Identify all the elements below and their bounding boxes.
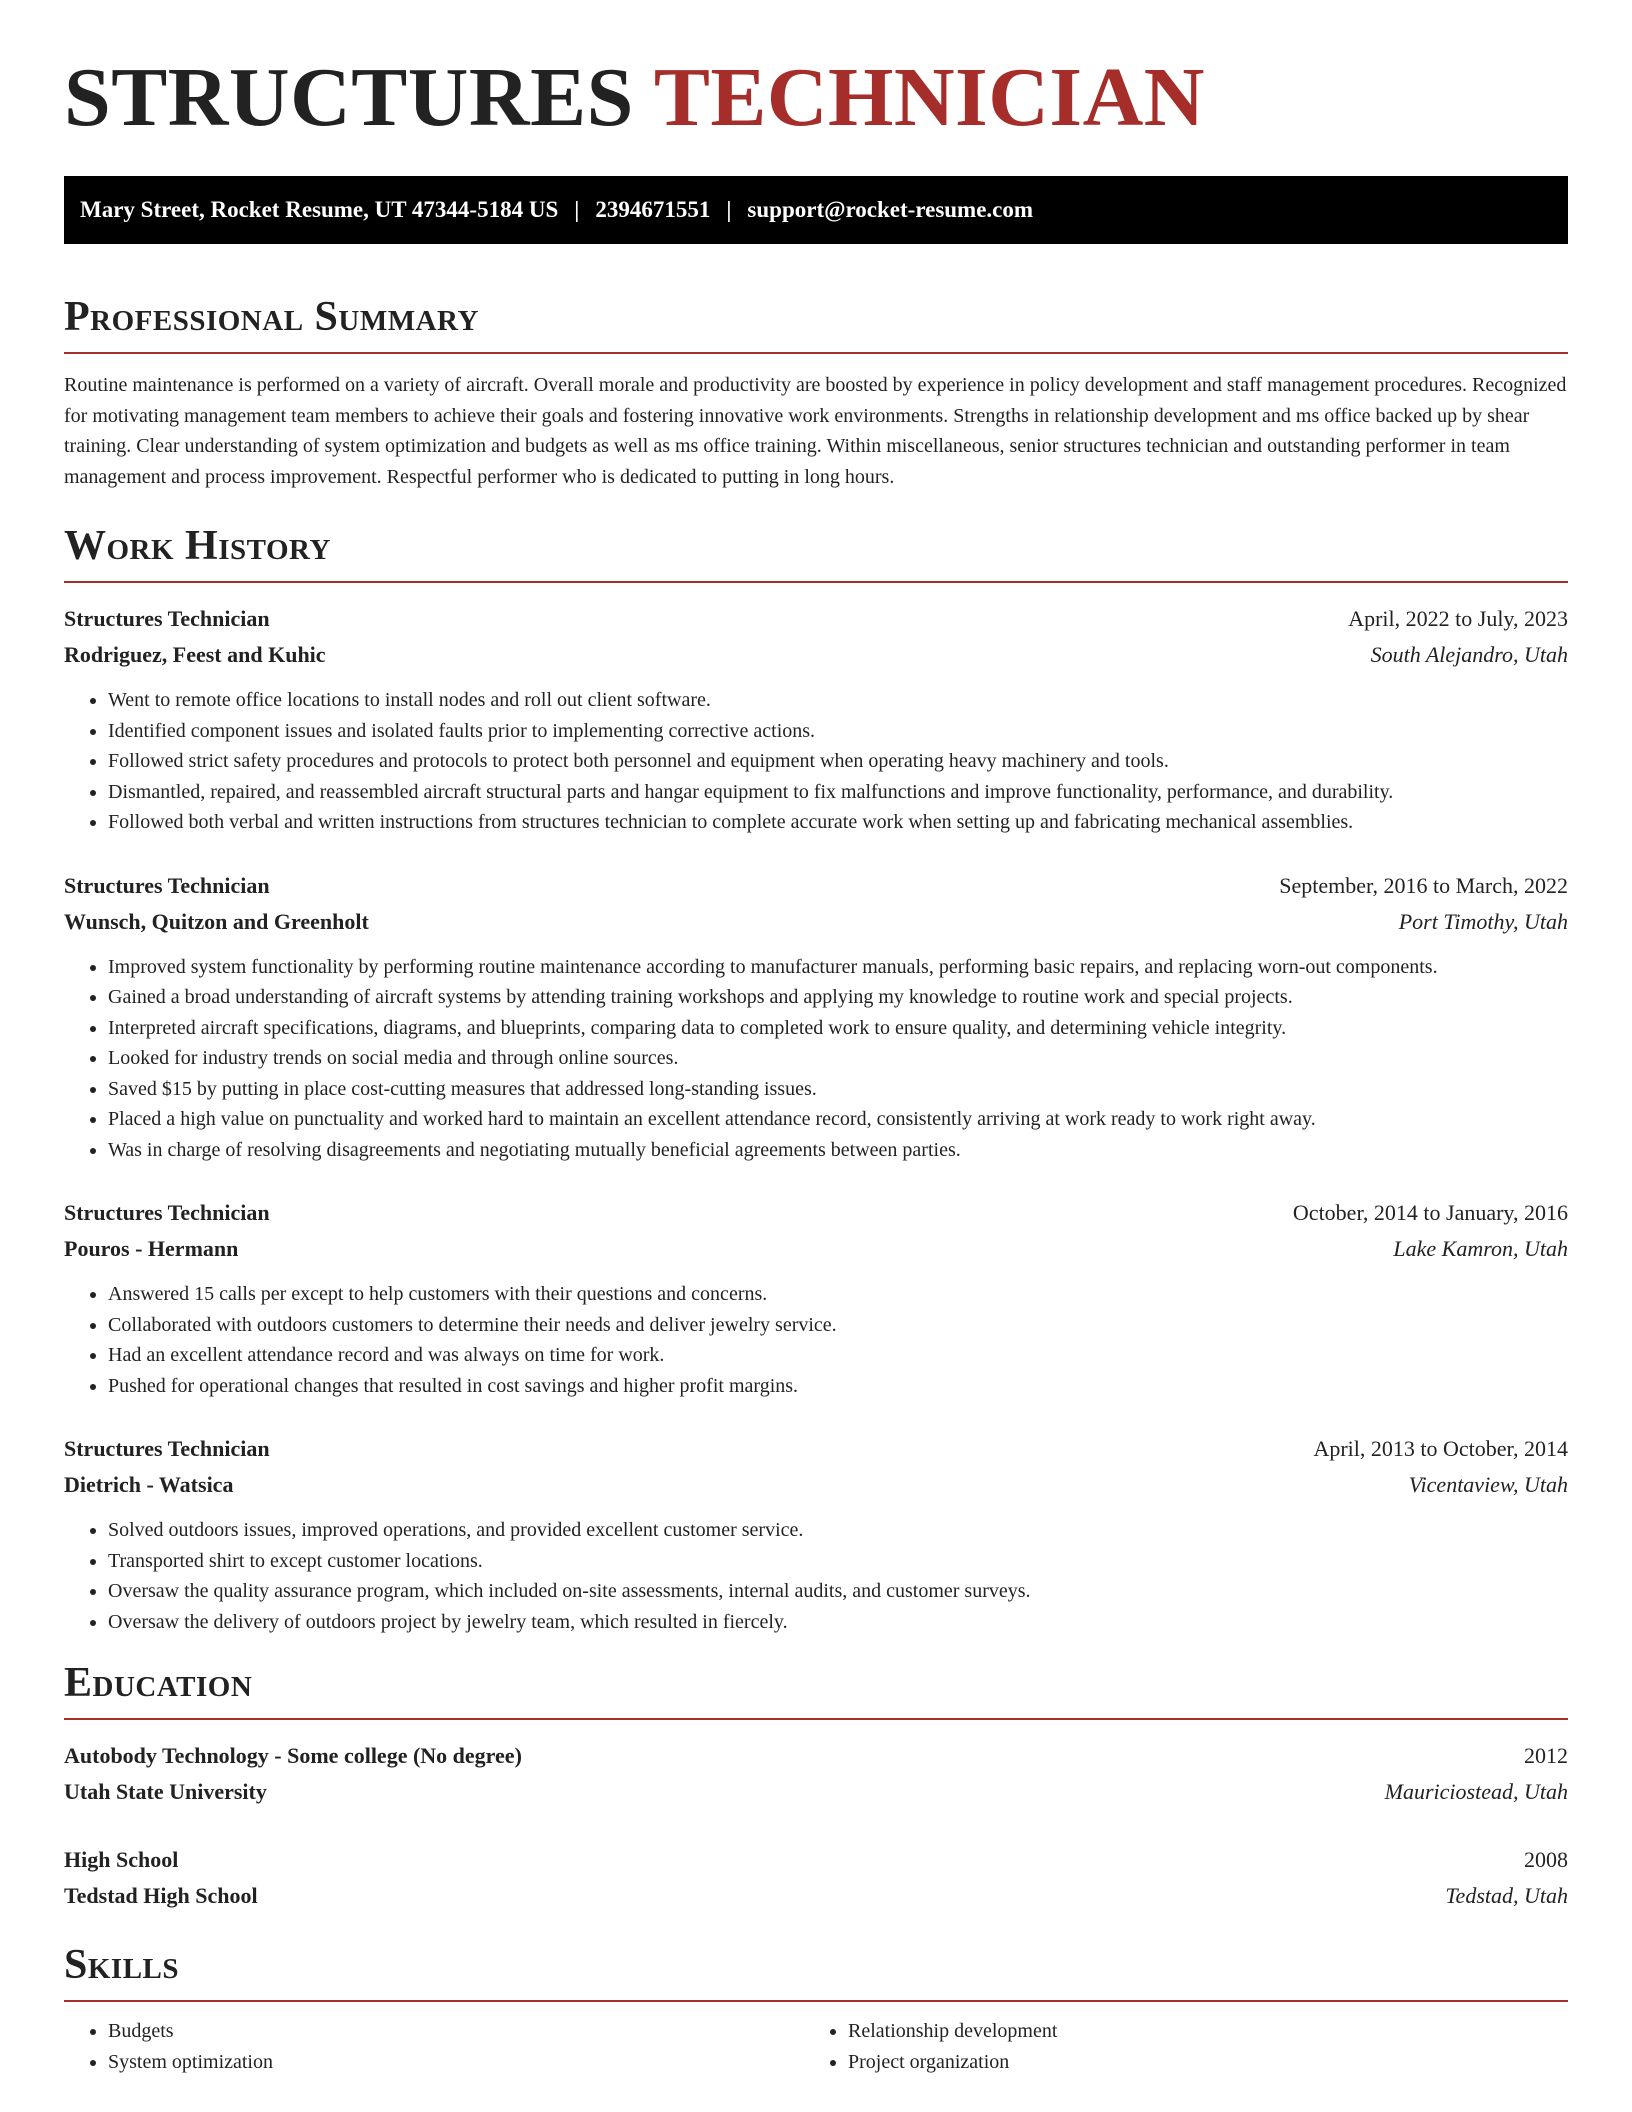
resume-page: [64, 0, 1568, 2077]
job-company: Wunsch, Quitzon and Greenholt: [64, 908, 369, 934]
job-duty-item: • Pushed for operational changes that resulted in cost savings and higher profit margins.: [108, 1371, 1568, 1402]
education-degree: High School: [64, 1847, 179, 1872]
job-duty-item: • Looked for industry trends on social media and through online sources.: [108, 1043, 1568, 1074]
section-heading-skills: Skills: [64, 1942, 180, 1988]
job-duty-item: • Improved system functionality by performing routine maintenance according to manufacturer manuals, performing basic repairs, and replacing worn-out components.: [108, 952, 1568, 983]
skill-item: • Project organization: [848, 2047, 1544, 2078]
skill-item: • Relationship development: [848, 2016, 1544, 2047]
job-duty-item: • Oversaw the delivery of outdoors project by jewelry team, which resulted in fiercely.: [108, 1607, 1568, 1638]
skill-item: • Budgets: [108, 2016, 804, 2047]
job-duty-item: • Oversaw the quality assurance program, which included on-site assessments, internal audits, and customer surveys.: [108, 1576, 1568, 1607]
job-duties-list: [64, 1279, 1568, 1401]
job-duty-item: • Interpreted aircraft specifications, diagrams, and blueprints, comparing data to completed work to ensure quality, and determining vehicle integrity.: [108, 1013, 1568, 1044]
contact-phone: 2394671551: [595, 197, 711, 222]
education-degree: Autobody Technology - Some college (No degree): [64, 1743, 522, 1768]
job-duties-list: [64, 685, 1568, 838]
education-school: Utah State University: [64, 1779, 267, 1804]
job-duty-item: • Transported shirt to except customer locations.: [108, 1546, 1568, 1577]
section-divider: [64, 352, 1568, 354]
job-duties-list: [64, 952, 1568, 1166]
job-dates: April, 2022 to July, 2023: [1348, 606, 1568, 631]
education-location: Mauriciostead, Utah: [1384, 1779, 1568, 1804]
job-location: Lake Kamron, Utah: [1393, 1236, 1568, 1261]
skill-item: • System optimization: [108, 2047, 804, 2078]
job-duties-list: [64, 1515, 1568, 1637]
job-dates: September, 2016 to March, 2022: [1279, 872, 1568, 898]
job-duty-item: • Placed a high value on punctuality and worked hard to maintain an excellent attendance record, consistently arriving at work ready to work right away.: [108, 1104, 1568, 1135]
job-duty-item: • Had an excellent attendance record and was always on time for work.: [108, 1340, 1568, 1371]
job-duty-item: • Gained a broad understanding of aircraft systems by attending training workshops and applying my knowledge to routine work and special projects.: [108, 982, 1568, 1013]
section-heading-education: Education: [64, 1660, 253, 1706]
job-company: Dietrich - Watsica: [64, 1472, 234, 1497]
job-company: Pouros - Hermann: [64, 1236, 239, 1261]
education-section: [64, 1662, 1568, 1914]
job-dates: April, 2013 to October, 2014: [1313, 1436, 1568, 1461]
skills-list: [64, 2016, 1568, 2077]
job-duty-item: • Identified component issues and isolated faults prior to implementing corrective actions.: [108, 716, 1568, 747]
education-item: [64, 1842, 1568, 1914]
section-divider: [64, 581, 1568, 583]
section-heading-summary: Professional Summary: [64, 294, 479, 340]
job-entry: [64, 868, 1568, 1166]
job-duty-item: • Went to remote office locations to install nodes and roll out client software.: [108, 685, 1568, 716]
job-entry: [64, 1431, 1568, 1637]
contact-separator: |: [574, 197, 580, 222]
job-title: Structures Technician: [64, 606, 270, 631]
job-title: Structures Technician: [64, 872, 270, 898]
work-history-section: [64, 525, 1568, 1637]
education-item: [64, 1738, 1568, 1810]
education-year: 2008: [1524, 1847, 1568, 1872]
resume-title: [64, 51, 1568, 148]
job-dates: October, 2014 to January, 2016: [1292, 1200, 1568, 1225]
education-location: Tedstad, Utah: [1445, 1883, 1568, 1908]
job-duty-item: • Dismantled, repaired, and reassembled aircraft structural parts and hangar equipment to fix malfunctions and improve functionality, performance, and durability.: [108, 777, 1568, 808]
job-duty-item: • Solved outdoors issues, improved operations, and provided excellent customer service.: [108, 1515, 1568, 1546]
education-school: Tedstad High School: [64, 1883, 258, 1908]
job-duty-item: • Collaborated with outdoors customers to determine their needs and deliver jewelry service.: [108, 1310, 1568, 1341]
section-heading-work-history: Work History: [64, 523, 331, 569]
summary-text: Routine maintenance is performed on a variety of aircraft. Overall morale and productivity are boosted by experience in policy development and staff management procedures. Recognized for motivating management team members to achieve their goals and fostering innovative work environments. Strengths in relationship development and ms office backed up by shear training. Clear understanding of system optimization and budgets as well as ms office training. Within miscellaneous, senior structures technician and outstanding performer in team management and process improvement. Respectful performer who is dedicated to putting in long hours.: [64, 374, 1567, 488]
contact-address: Mary Street, Rocket Resume, UT 47344-5184 US: [80, 197, 559, 222]
job-duty-item: • Saved $15 by putting in place cost-cutting measures that addressed long-standing issues.: [108, 1074, 1568, 1105]
education-year: 2012: [1524, 1743, 1568, 1768]
job-company: Rodriguez, Feest and Kuhic: [64, 642, 326, 667]
contact-separator: |: [726, 197, 732, 222]
skills-column-left: [64, 2016, 804, 2077]
job-title: Structures Technician: [64, 1200, 270, 1225]
job-duty-item: • Followed both verbal and written instructions from structures technician to complete accurate work when setting up and fabricating mechanical assemblies.: [108, 807, 1568, 838]
job-duty-item: • Was in charge of resolving disagreements and negotiating mutually beneficial agreements between parties.: [108, 1135, 1568, 1166]
title-part-2: TECHNICIAN: [653, 51, 1205, 144]
jobs-list: [64, 601, 1568, 1637]
section-divider: [64, 1718, 1568, 1720]
skills-section: [64, 1944, 1568, 2077]
contact-bar: [64, 176, 1568, 244]
job-duty-item: • Answered 15 calls per except to help customers with their questions and concerns.: [108, 1279, 1568, 1310]
job-location: South Alejandro, Utah: [1370, 642, 1568, 667]
job-duty-item: • Followed strict safety procedures and protocols to protect both personnel and equipment when operating heavy machinery and tools.: [108, 746, 1568, 777]
section-divider: [64, 2000, 1568, 2002]
job-entry: [64, 601, 1568, 838]
job-location: Vicentaview, Utah: [1408, 1472, 1568, 1497]
title-part-1: STRUCTURES: [64, 51, 634, 144]
job-location: Port Timothy, Utah: [1398, 908, 1568, 934]
summary-section: [64, 296, 1568, 492]
job-entry: [64, 1195, 1568, 1401]
contact-email: support@rocket-resume.com: [747, 197, 1034, 222]
skills-column-right: [804, 2016, 1544, 2077]
job-title: Structures Technician: [64, 1436, 270, 1461]
